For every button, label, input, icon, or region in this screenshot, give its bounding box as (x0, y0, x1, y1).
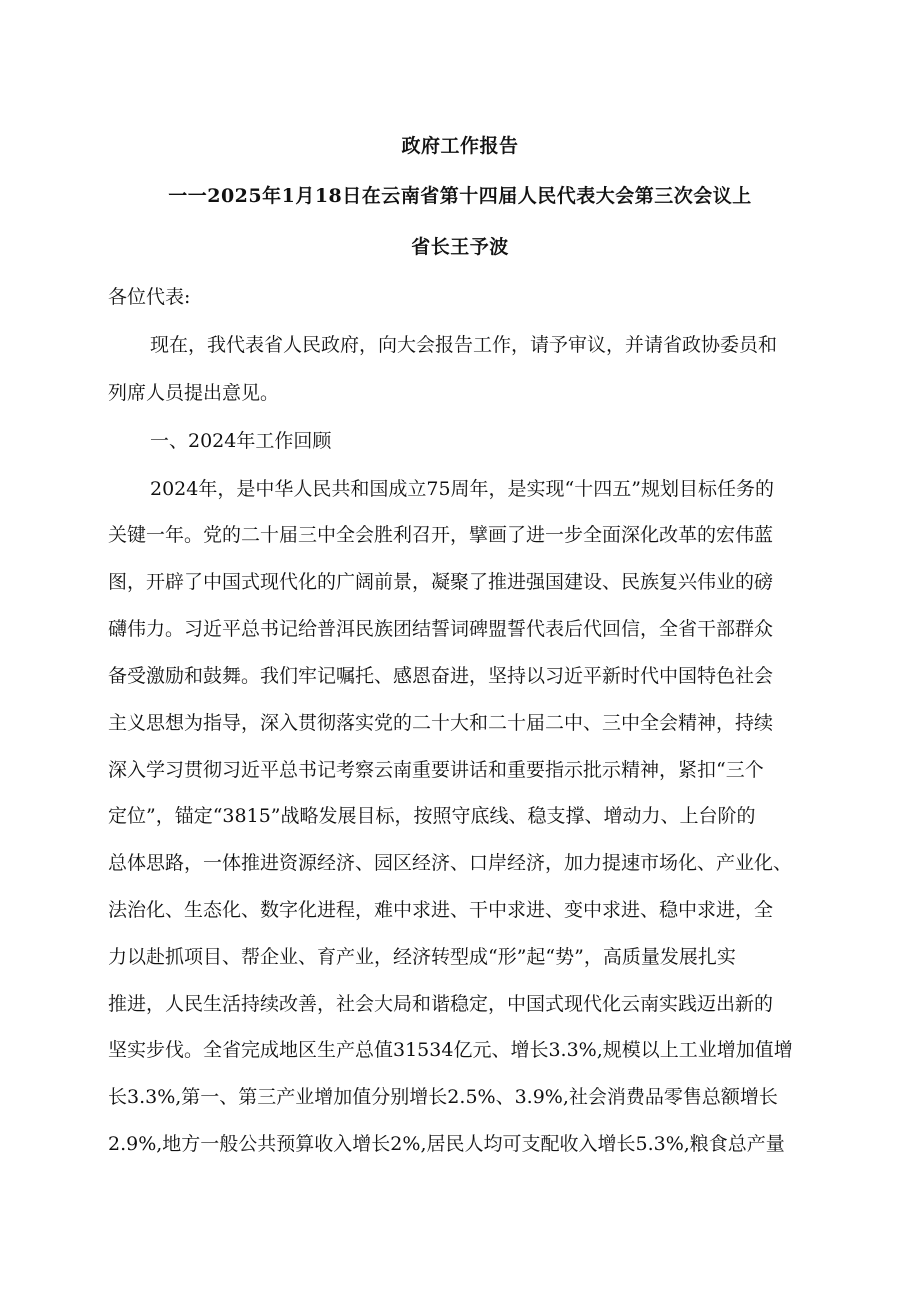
body-line: 关键一年。党的二十届三中全会胜利召开，擘画了进一步全面深化改革的宏伟蓝 (108, 524, 774, 546)
body-line: 长3.3%,第一、第三产业增加值分别增长2.5%、3.9%,社会消费品零售总额增长 (108, 1086, 778, 1108)
body-line: 礴伟力。习近平总书记给普洱民族团结誓词碑盟誓代表后代回信，全省干部群众 (108, 618, 774, 640)
body-line: 定位”，锚定“3815”战略发展目标，按照守底线、稳支撑、增动力、上台阶的 (108, 805, 756, 827)
body-line: 法治化、生态化、数字化进程，难中求进、干中求进、变中求进、稳中求进，全 (108, 899, 774, 921)
body-line: 力以赴抓项目、帮企业、育产业，经济转型成“形”起“势”，高质量发展扎实 (108, 946, 736, 968)
intro-line: 现在，我代表省人民政府，向大会报告工作，请予审议，并请省政协委员和 (150, 334, 778, 356)
body-line: 2024年，是中华人民共和国成立75周年，是实现“十四五”规划目标任务的 (150, 478, 774, 500)
body-line: 主义思想为指导，深入贯彻落实党的二十大和二十届二中、三中全会精神，持续 (108, 712, 774, 734)
body-line: 总体思路，一体推进资源经济、园区经济、口岸经济，加力提速市场化、产业化、 (108, 852, 793, 874)
body-line: 2.9%,地方一般公共预算收入增长2%,居民人均可支配收入增长5.3%,粮食总产量 (108, 1133, 785, 1155)
body-line: 推进，人民生活持续改善，社会大局和谐稳定，中国式现代化云南实践迈出新的 (108, 993, 774, 1015)
body-line: 坚实步伐。全省完成地区生产总值31534亿元、增长3.3%,规模以上工业增加值增 (108, 1039, 793, 1061)
section-heading: 一、2024年工作回顾 (150, 430, 332, 452)
document-speaker: 省长王予波 (411, 236, 509, 258)
intro-line: 列席人员提出意见。 (108, 382, 280, 404)
document-subtitle: 一一2025年1月18日在云南省第十四届人民代表大会第三次会议上 (168, 185, 752, 207)
document-title: 政府工作报告 (401, 135, 519, 157)
body-line: 备受激励和鼓舞。我们牢记嘱托、感恩奋进，坚持以习近平新时代中国特色社会 (108, 665, 774, 687)
body-line: 图，开辟了中国式现代化的广阔前景，凝聚了推进强国建设、民族复兴伟业的磅 (108, 571, 774, 593)
body-line: 深入学习贯彻习近平总书记考察云南重要讲话和重要指示批示精神，紧扣“三个 (108, 759, 764, 781)
greeting: 各位代表: (108, 286, 191, 308)
